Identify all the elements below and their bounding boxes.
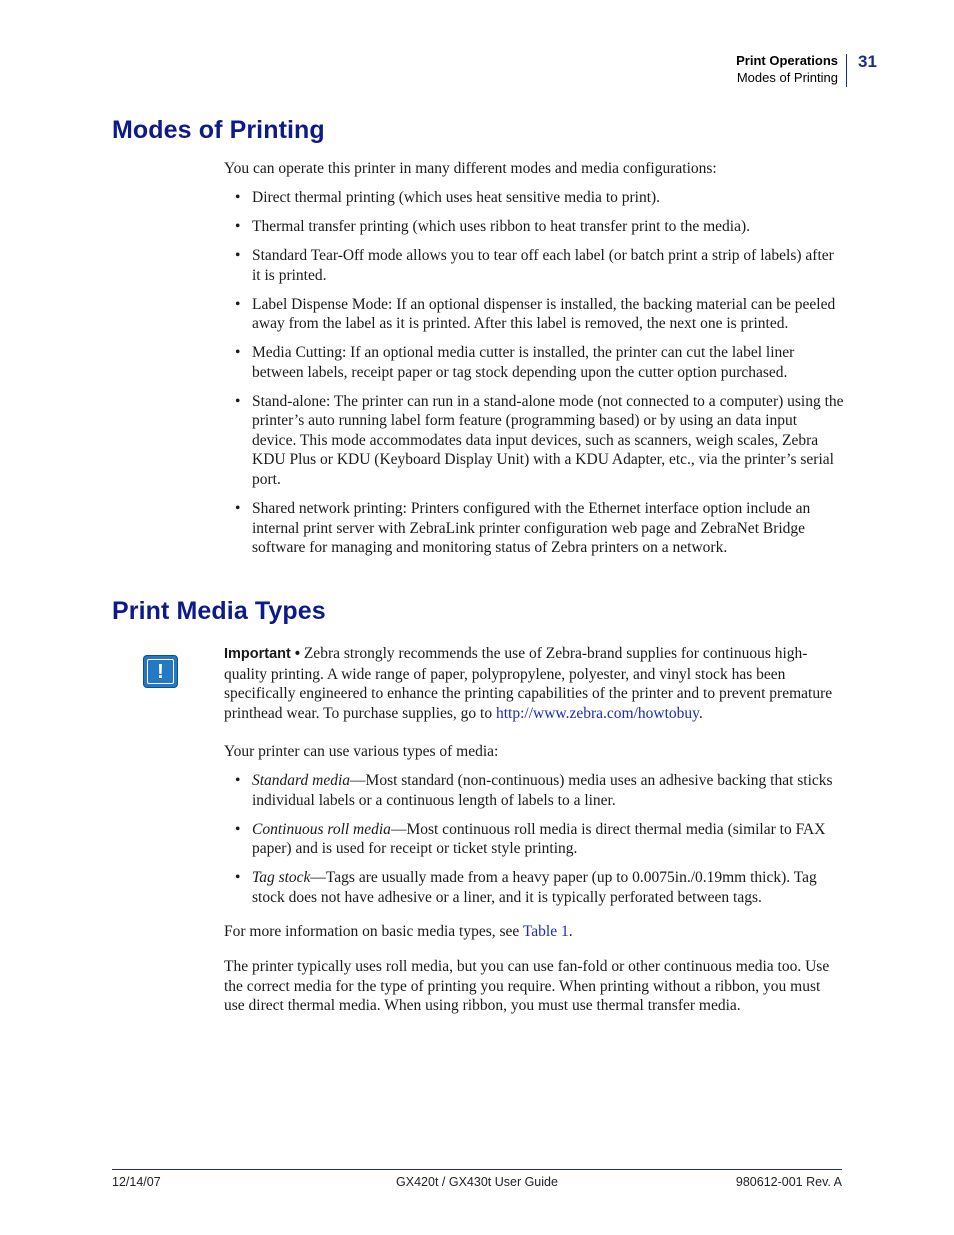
heading-modes-of-printing: Modes of Printing: [112, 116, 325, 144]
media-term: Standard media: [252, 771, 351, 789]
footer-doc-number: 980612-001 Rev. A: [735, 1175, 842, 1189]
media-desc: —Most standard (non-continuous) media uses an adhesive backing that sticks individual labels or a continuous length of labels to a liner.: [252, 771, 833, 809]
important-body: Zebra strongly recommends the use of Zebra-brand supplies for continuous high-quality printing. A wide range of paper, polypropylene, polyester, and vinyl stock has been specifically engineered to enhance the printing capabilities of the printer and to prevent premature printhead wear. To purchase supplies, go to: [224, 645, 833, 722]
page-number: 31: [858, 52, 877, 71]
media-intro: Your printer can use various types of media:: [224, 743, 499, 760]
list-item: [224, 771, 844, 810]
list-item: [224, 868, 844, 907]
important-label: Important •: [224, 646, 300, 662]
important-note: [224, 644, 844, 723]
header-subsection: Modes of Printing: [736, 70, 838, 85]
header-section: Print Operations: [736, 53, 838, 68]
important-text: [224, 644, 844, 723]
more-info-text: For more information on basic media types, see: [224, 923, 523, 941]
howtobuy-link[interactable]: http://www.zebra.com/howtobuy: [495, 704, 699, 722]
list-item: • Shared network printing: Printers configured with the Ethernet interface option include an internal print server with ZebraLink printer configuration web page and ZebraNet Bridge software for managing and monitoring status of Zebra printers on a network.: [224, 499, 844, 558]
media-term: Tag stock: [252, 869, 311, 887]
modes-intro: You can operate this printer in many different modes and media configurations:: [224, 160, 717, 177]
media-types-list: [224, 771, 844, 907]
running-header: [736, 52, 838, 86]
list-item: • Thermal transfer printing (which uses ribbon to heat transfer print to the media).: [224, 217, 844, 237]
closing-paragraph: The printer typically uses roll media, but you can use fan-fold or other continuous media too. Use the correct media for the type of printing you require. When printing without a ribbon, you must use direct thermal media. When using ribbon, you must use thermal transfer media.: [224, 957, 830, 1015]
exclamation-icon: !: [143, 655, 178, 688]
list-item: • Label Dispense Mode: If an optional dispenser is installed, the backing material can be peeled away from the label as it is printed. After this label is removed, the next one is printed.: [224, 295, 844, 334]
modes-list: [224, 188, 844, 558]
media-desc: —Tags are usually made from a heavy paper (up to 0.0075in./0.19mm thick). Tag stock does not have adhesive or a liner, and it is typically perforated between tags.: [252, 869, 817, 906]
modes-section: [224, 159, 844, 567]
list-item: • Stand-alone: The printer can run in a stand-alone mode (not connected to a computer) using the printer’s auto running label form feature (programming based) or by using an data input device. This mode accommodates data input devices, such as scanners, weigh scales, Zebra KDU Plus or KDU (Keyboard Display Unit) with a KDU Adapter, etc., via the printer’s serial port.: [224, 392, 844, 490]
important-period: .: [698, 704, 703, 722]
more-info: [224, 922, 844, 942]
list-item: • Media Cutting: If an optional media cutter is installed, the printer can cut the label liner between labels, receipt paper or tag stock depending upon the cutter option purchased.: [224, 343, 844, 382]
media-desc: —Most continuous roll media is direct thermal media (similar to FAX paper) and is used for receipt or ticket style printing.: [252, 820, 826, 858]
table-1-link[interactable]: Table 1: [522, 923, 569, 941]
header-divider: [846, 54, 847, 87]
list-item: • Direct thermal printing (which uses heat sensitive media to print).: [224, 188, 844, 208]
heading-print-media-types: Print Media Types: [112, 597, 326, 625]
more-info-period: .: [568, 923, 573, 941]
list-item: • Standard Tear-Off mode allows you to tear off each label (or batch print a strip of labels) after it is printed.: [224, 246, 844, 285]
list-item: [224, 820, 844, 859]
footer-title: GX420t / GX430t User Guide: [396, 1175, 558, 1189]
media-term: Continuous roll media: [252, 820, 391, 838]
media-section: [224, 742, 844, 1016]
footer-date: 12/14/07: [112, 1175, 161, 1189]
footer-divider: [112, 1169, 842, 1170]
